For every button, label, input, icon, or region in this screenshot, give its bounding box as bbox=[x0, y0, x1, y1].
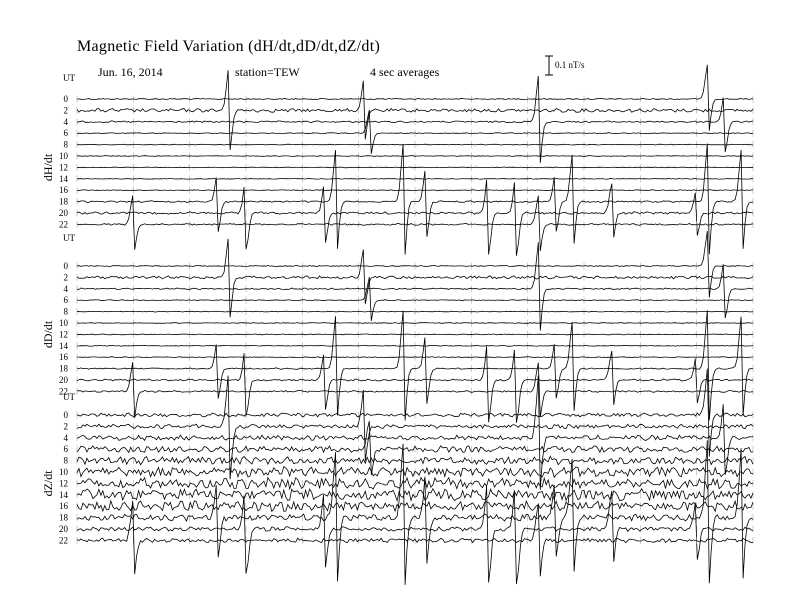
hour-label: 12 bbox=[59, 162, 68, 173]
trace-dH-dt-row-12 bbox=[77, 167, 753, 168]
hour-label: 12 bbox=[59, 329, 68, 340]
hour-label: 8 bbox=[63, 455, 68, 466]
trace-dZ-dt-row-22 bbox=[77, 501, 753, 577]
date-label: Jun. 16, 2014 bbox=[98, 65, 163, 79]
hour-label: 0 bbox=[63, 94, 68, 104]
chart-title: Magnetic Field Variation (dH/dt,dD/dt,dZ/dt) bbox=[77, 38, 381, 55]
hour-label: 20 bbox=[59, 208, 68, 218]
hour-label: 2 bbox=[63, 421, 68, 432]
hour-label: 20 bbox=[59, 375, 68, 385]
hour-label: 18 bbox=[59, 512, 68, 523]
panel-label-dH-dt: dH/dt bbox=[41, 153, 55, 182]
hour-label: 4 bbox=[63, 432, 68, 443]
hour-label: 10 bbox=[59, 467, 68, 477]
hour-label: 14 bbox=[59, 173, 68, 184]
hour-label: 16 bbox=[59, 185, 68, 196]
panel-label-dD-dt: dD/dt bbox=[41, 320, 55, 349]
panel-label-dZ-dt: dZ/dt bbox=[41, 470, 55, 497]
hour-label: 6 bbox=[63, 444, 68, 455]
hour-label: 6 bbox=[63, 128, 68, 139]
averaging-label: 4 sec averages bbox=[370, 65, 440, 79]
hour-label: 8 bbox=[63, 139, 68, 150]
hour-label: 0 bbox=[63, 410, 68, 420]
trace-dZ-dt-row-20 bbox=[77, 486, 753, 584]
hour-label: 14 bbox=[59, 340, 68, 351]
scale-bar-label: 0.1 nT/s bbox=[555, 60, 585, 70]
hour-label: 10 bbox=[59, 151, 68, 161]
hour-label: 8 bbox=[63, 306, 68, 317]
trace-dD-dt-row-12 bbox=[77, 334, 753, 335]
hour-label: 2 bbox=[63, 272, 68, 283]
hour-label: 22 bbox=[59, 219, 68, 230]
ut-label-dD-dt: UT bbox=[63, 233, 75, 243]
hour-label: 14 bbox=[59, 489, 68, 500]
hour-label: 22 bbox=[59, 386, 68, 397]
hour-label: 16 bbox=[59, 352, 68, 363]
ut-label-dH-dt: UT bbox=[63, 73, 75, 83]
hour-label: 6 bbox=[63, 295, 68, 306]
hour-label: 10 bbox=[59, 318, 68, 328]
station-label: station=TEW bbox=[235, 65, 300, 79]
hour-label: 4 bbox=[63, 116, 68, 127]
hour-label: 16 bbox=[59, 501, 68, 512]
hour-label: 0 bbox=[63, 261, 68, 271]
trace-dZ-dt-row-10 bbox=[77, 467, 753, 478]
ut-label-dZ-dt: UT bbox=[63, 392, 75, 402]
trace-dZ-dt-row-12 bbox=[77, 478, 753, 490]
hour-label: 2 bbox=[63, 105, 68, 116]
hour-label: 4 bbox=[63, 283, 68, 294]
hour-label: 22 bbox=[59, 535, 68, 546]
trace-dH-dt-row-8 bbox=[77, 144, 753, 145]
hour-label: 12 bbox=[59, 478, 68, 489]
trace-dH-dt-row-14 bbox=[77, 178, 753, 179]
hour-label: 20 bbox=[59, 524, 68, 534]
hour-label: 18 bbox=[59, 196, 68, 207]
hour-label: 18 bbox=[59, 363, 68, 374]
